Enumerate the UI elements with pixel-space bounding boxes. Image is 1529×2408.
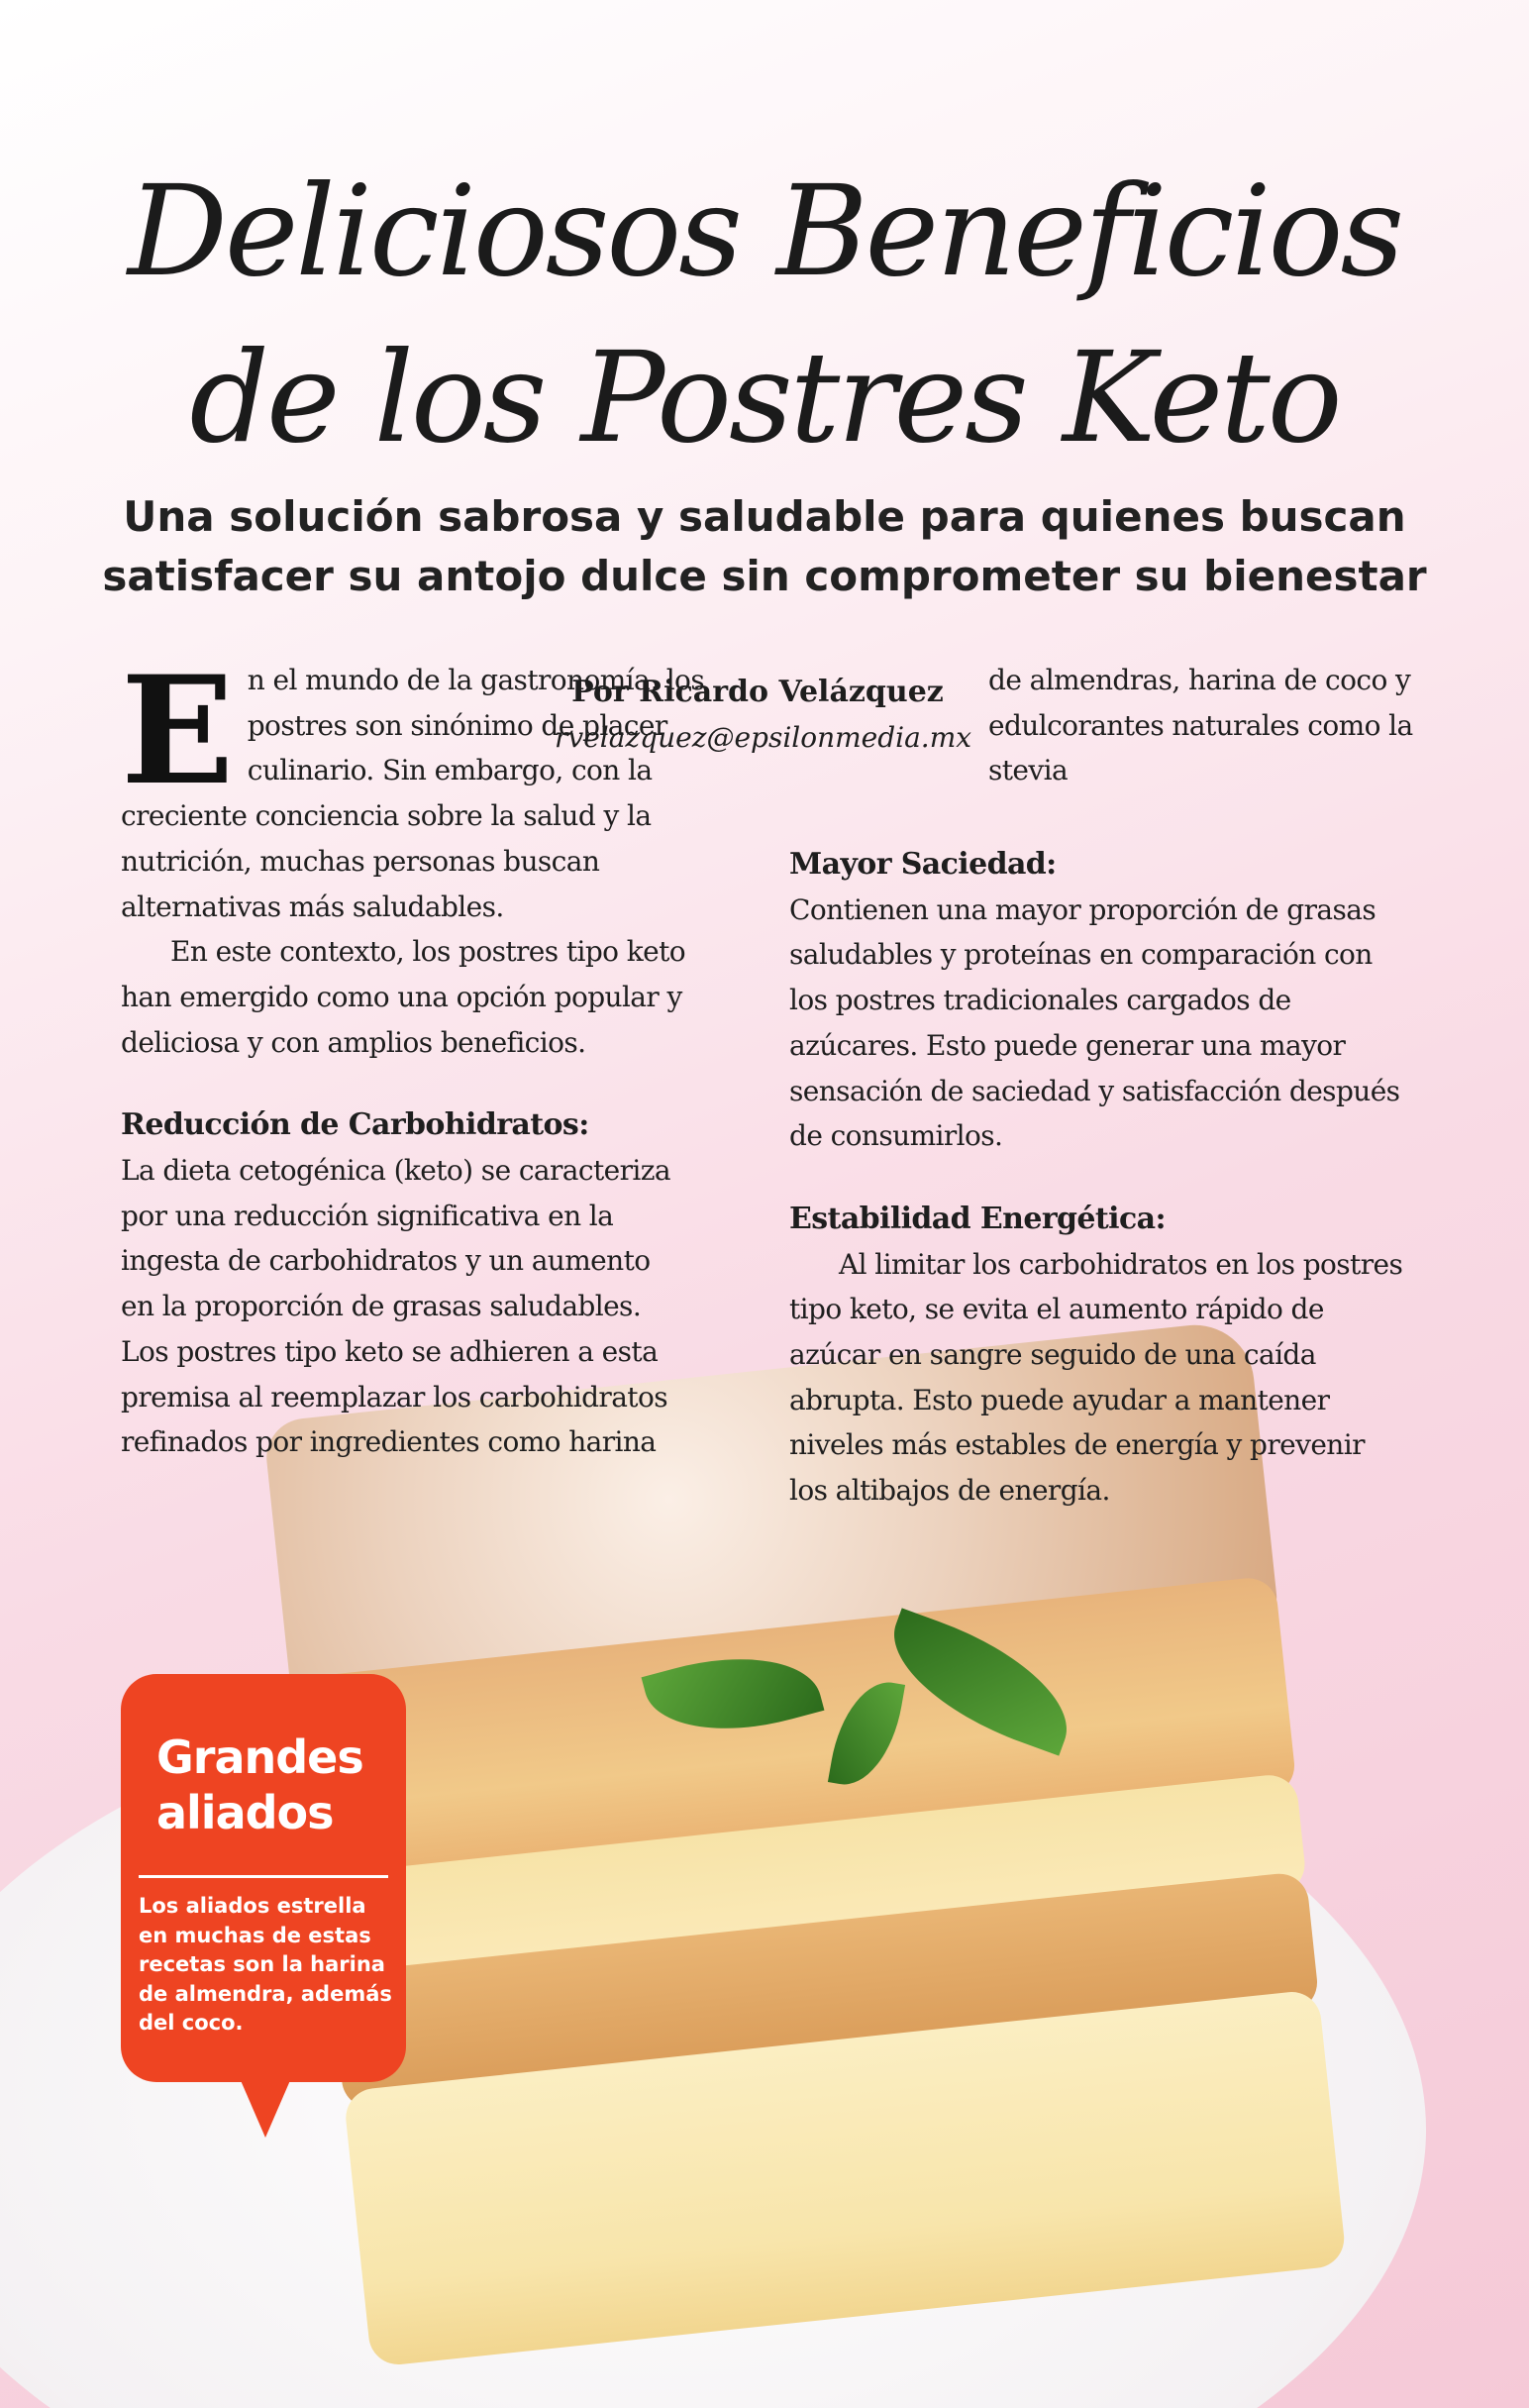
intro-text: n el mundo de la gastronomía, los postres son sinónimo de placer culinario. Sin embargo, con la creciente conciencia sobre la salud y la nutrición, muchas personas buscan alternativas más saludables. [121,664,705,923]
drop-cap: E [121,644,234,818]
callout-divider [139,1875,388,1878]
section-text-satiety: Contienen una mayor proporción de grasas saludables y proteínas en comparación con los postres tradicionales cargados de azúcares. Esto puede generar una mayor sensación de saciedad y satisfacción después de consumirlos. [789,892,1400,1153]
intro-paragraph-2: En este contexto, los postres tipo keto han emergido como una opción popular y deliciosa y con amplios beneficios. [121,935,685,1059]
author-name: Por Ricardo Velázquez [571,675,944,709]
section-text-energy: Al limitar los carbohidratos en los postres tipo keto, se evita el aumento rápido de azúcar en sangre seguido de una caída abrupta. Esto puede ayudar a mantener niveles más estables de energía y prevenir los altibajos de energía. [789,1247,1403,1508]
right-column [789,842,1403,1514]
subtitle-line-2: satisfacer su antojo dulce sin comprometer su bienestar [102,552,1427,600]
section-text-carbs-continued: de almendras, harina de coco y edulcorantes naturales como la stevia [988,664,1413,787]
section-heading-energy: Estabilidad Energética: [789,1201,1166,1236]
title-line-2: de los Postres Keto [189,325,1340,471]
continued-text [988,658,1414,793]
callout-title-line-1: Grandes [156,1730,363,1784]
section-text-carbs: La dieta cetogénica (keto) se caracteriza por una reducción significativa en la ingesta de carbohidratos y un aumento en la proporción de grasas saludables. Los postres tipo keto se adhieren a esta premisa al reemplazar los carbohidratos refinados por ingredientes como harina [121,1154,670,1459]
left-column [121,644,715,1465]
callout-title-line-2: aliados [156,1786,334,1839]
section-heading-satiety: Mayor Saciedad: [789,847,1057,882]
subtitle-line-1: Una solución sabrosa y saludable para quienes buscan [123,492,1406,541]
section-heading-carbs: Reducción de Carbohidratos: [121,1107,589,1143]
article-title [0,149,1529,481]
callout-text: Los aliados estrella en muchas de estas recetas son la harina de almendra, además del coco. [139,1894,392,2035]
byline [555,670,972,761]
callout-title [156,1729,394,1840]
title-line-1: Deliciosos Beneficios [127,158,1402,304]
author-email: rvelazquez@epsilonmedia.mx [555,721,972,754]
article-subtitle [59,487,1470,606]
callout-box [121,1674,406,2082]
